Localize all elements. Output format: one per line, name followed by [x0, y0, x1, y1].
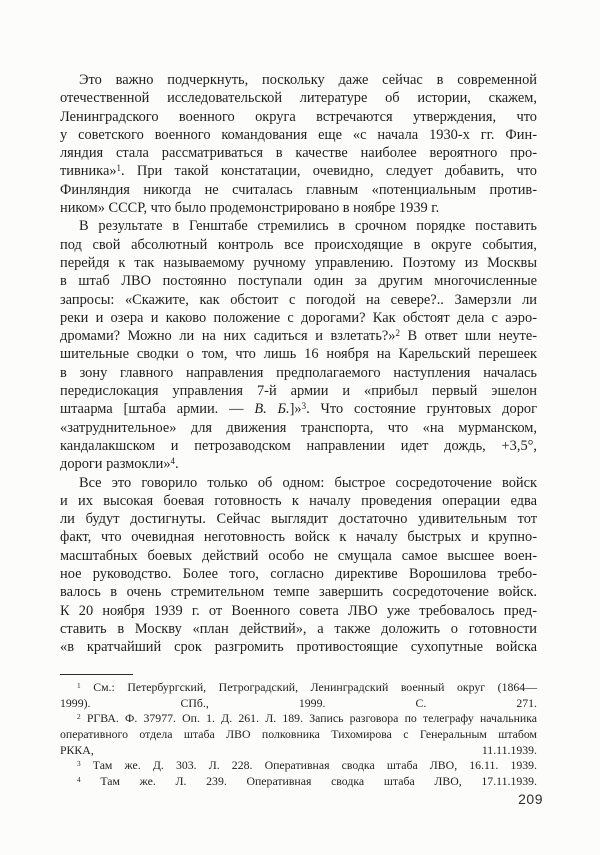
text-line: ставить в Москву «план действий», а также доложить о готовности [60, 620, 537, 637]
paragraph [60, 71, 537, 217]
paragraph [60, 711, 537, 758]
text-line: тивника»$^1$. При такой констатации, очевидно, следует добавить, что [60, 163, 537, 180]
text-line: Это важно подчеркнуть, поскольку даже сейчас в современной [79, 72, 537, 88]
text-line: перейдя к так называемому ручному управлению. Поэтому из Москвы [60, 254, 537, 271]
text-line: ли будут достигнуты. Сейчас выглядит достаточно удивительным тот [60, 511, 537, 528]
footnote-separator [60, 674, 133, 675]
text-line: шительные сводки о том, что лишь 16 ноября на Карельский перешеек [60, 346, 537, 363]
text-line: Финляндия никогда не считалась главным «потенциальным против- [60, 181, 537, 198]
text-line: реки и озера и каково положение с дорогами? Как обстоят дела с аэро- [60, 309, 537, 326]
text-line: Все это говорило только об одном: быстрое сосредоточение войск [79, 474, 537, 491]
text-line: оперативного отдела штаба ЛВО полковника Тихомирова с Генеральным штабом [60, 726, 537, 741]
text-line: $^4$ Там же. Л. 239. Оперативная сводка штаба ЛВО, 17.11.1939. [77, 773, 537, 788]
paragraph [60, 774, 537, 790]
text-line: Ленинградского военного округа встречаются утверждения, что [60, 108, 537, 125]
text-line: масштабных боевых действий особо не смущала самое высшее воен- [60, 547, 537, 564]
text-line: дороги размокли»$^4$. [60, 456, 179, 473]
footnotes [60, 680, 537, 790]
body-text [60, 71, 537, 657]
text-line: кандалакшском и петрозаводском направлении идет дождь, +3,5°, [60, 437, 537, 454]
paragraph [60, 474, 537, 657]
text-line: К 20 ноября 1939 г. от Военного совета ЛВО уже требовалось пред- [60, 602, 537, 619]
text-line: передислокация управления 7-й армии и «прибыл первый эшелон [60, 383, 537, 400]
text-line: в зону главного направления предполагаемого наступления началась [60, 364, 537, 381]
text-line: РККА, 11.11.1939. [60, 742, 537, 757]
text-line: и их высокая боевая готовность к началу проведения операции едва [60, 492, 537, 509]
text-line: $^2$ РГВА. Ф. 37977. Оп. 1. Д. 261. Л. 189. Запись разговора по телеграфу начальника [77, 711, 537, 726]
page-number: 209 [518, 791, 543, 807]
text-line: под свой абсолютный контроль все происходящие в округе события, [60, 236, 537, 253]
paragraph [60, 680, 537, 711]
paragraph [60, 217, 537, 473]
text-line: отечественной исследовательской литературе об истории, скажем, [60, 90, 537, 107]
paragraph [60, 758, 537, 774]
text-line: факт, что очевидная неготовность войск к началу быстрых и крупно- [60, 529, 537, 546]
text-line: ником» СССР, что было продемонстрировано в ноябре 1939 г. [60, 200, 440, 217]
text-line: запросы: «Скажите, как обстоит с погодой на севере?.. Замерзли ли [60, 291, 537, 308]
text-line: 1999). СПб., 1999. С. 271. [60, 695, 537, 710]
text-line: $^1$ См.: Петербургский, Петроградский, Ленинградский военный округ (1864— [77, 680, 537, 694]
text-line: $^3$ Там же. Д. 303. Л. 228. Оперативная сводка штаба ЛВО, 16.11. 1939. [77, 758, 537, 773]
text-line: «в кратчайший срок разгромить противостоящие сухопутные войска [60, 639, 537, 656]
text-line: В результате в Генштабе стремились в срочном порядке поставить [79, 218, 537, 235]
text-line: валось в очень стремительном темпе завершить сосредоточение войск. [60, 584, 537, 601]
text-line: ляндия стала рассматриваться в качестве наиболее вероятного про- [60, 145, 537, 162]
text-line: штаарма [штаба армии. — В. Б.]»$^3$. Что состояние грунтовых дорог [60, 401, 537, 418]
text-line: у советского военного командования еще «с начала 1930-х гг. Фин- [60, 126, 537, 143]
text-line: в штаб ЛВО постоянно поступали один за другим многочисленные [60, 273, 537, 290]
text-line: «затруднительное» для движения транспорта, что «на мурманском, [60, 419, 537, 436]
text-line: дромами? Можно ли на них садиться и взлетать?»$^2$ В ответ шли неуте- [60, 328, 537, 345]
text-line: ное руководство. Более того, согласно директиве Ворошилова требо- [60, 566, 537, 583]
